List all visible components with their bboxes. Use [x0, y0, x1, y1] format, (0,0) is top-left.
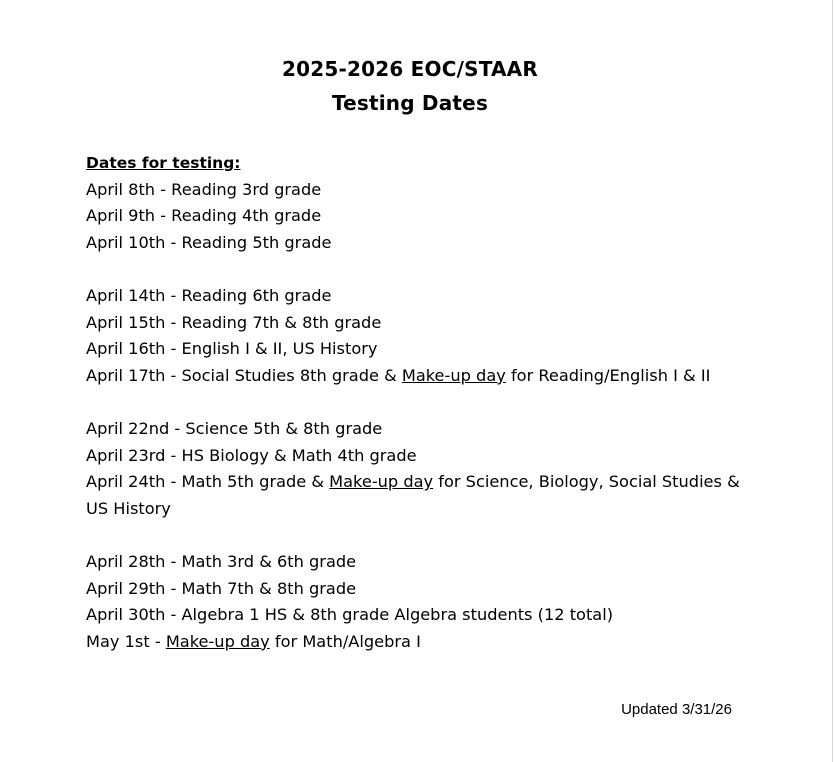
testing-dates-list: [86, 150, 746, 655]
date-line: April 9th - Reading 4th grade: [86, 206, 322, 226]
date-line-text: for Science, Biology, Social Studies & US History: [86, 472, 740, 518]
make-up-day-text: Make-up day: [165, 631, 270, 651]
date-line: [86, 363, 746, 390]
make-up-day-text: Make-up day: [401, 365, 506, 385]
group-spacer: [86, 522, 746, 549]
date-line: [86, 629, 746, 656]
dates-heading: Dates for testing:: [86, 154, 241, 172]
date-line: April 29th - Math 7th & 8th grade: [86, 578, 357, 598]
date-line-text: April 17th - Social Studies 8th grade &: [86, 365, 402, 385]
date-line: April 14th - Reading 6th grade: [86, 285, 332, 305]
group-spacer: [86, 256, 746, 283]
date-line-text: for Reading/English I & II: [505, 365, 711, 385]
date-line: April 16th - English I & II, US History: [86, 339, 378, 359]
date-line: April 15th - Reading 7th & 8th grade: [86, 312, 382, 332]
date-line: April 23rd - HS Biology & Math 4th grade: [86, 445, 417, 465]
date-line: April 8th - Reading 3rd grade: [86, 179, 322, 199]
updated-date: Updated 3/31/26: [621, 701, 732, 718]
make-up-day-text: Make-up day: [329, 472, 434, 492]
date-line: April 30th - Algebra 1 HS & 8th grade Algebra students (12 total): [86, 605, 614, 625]
title-block: [0, 52, 820, 120]
date-line: April 28th - Math 3rd & 6th grade: [86, 551, 357, 571]
page-subtitle: Testing Dates: [331, 91, 489, 115]
date-line: April 22nd - Science 5th & 8th grade: [86, 418, 383, 438]
date-line-text: May 1st -: [86, 631, 166, 651]
date-line: April 10th - Reading 5th grade: [86, 232, 332, 252]
group-spacer: [86, 389, 746, 416]
page-title: 2025-2026 EOC/STAAR: [282, 57, 538, 81]
date-line-text: for Math/Algebra I: [269, 631, 421, 651]
date-line: [86, 469, 746, 522]
date-line-text: April 24th - Math 5th grade &: [86, 472, 330, 492]
